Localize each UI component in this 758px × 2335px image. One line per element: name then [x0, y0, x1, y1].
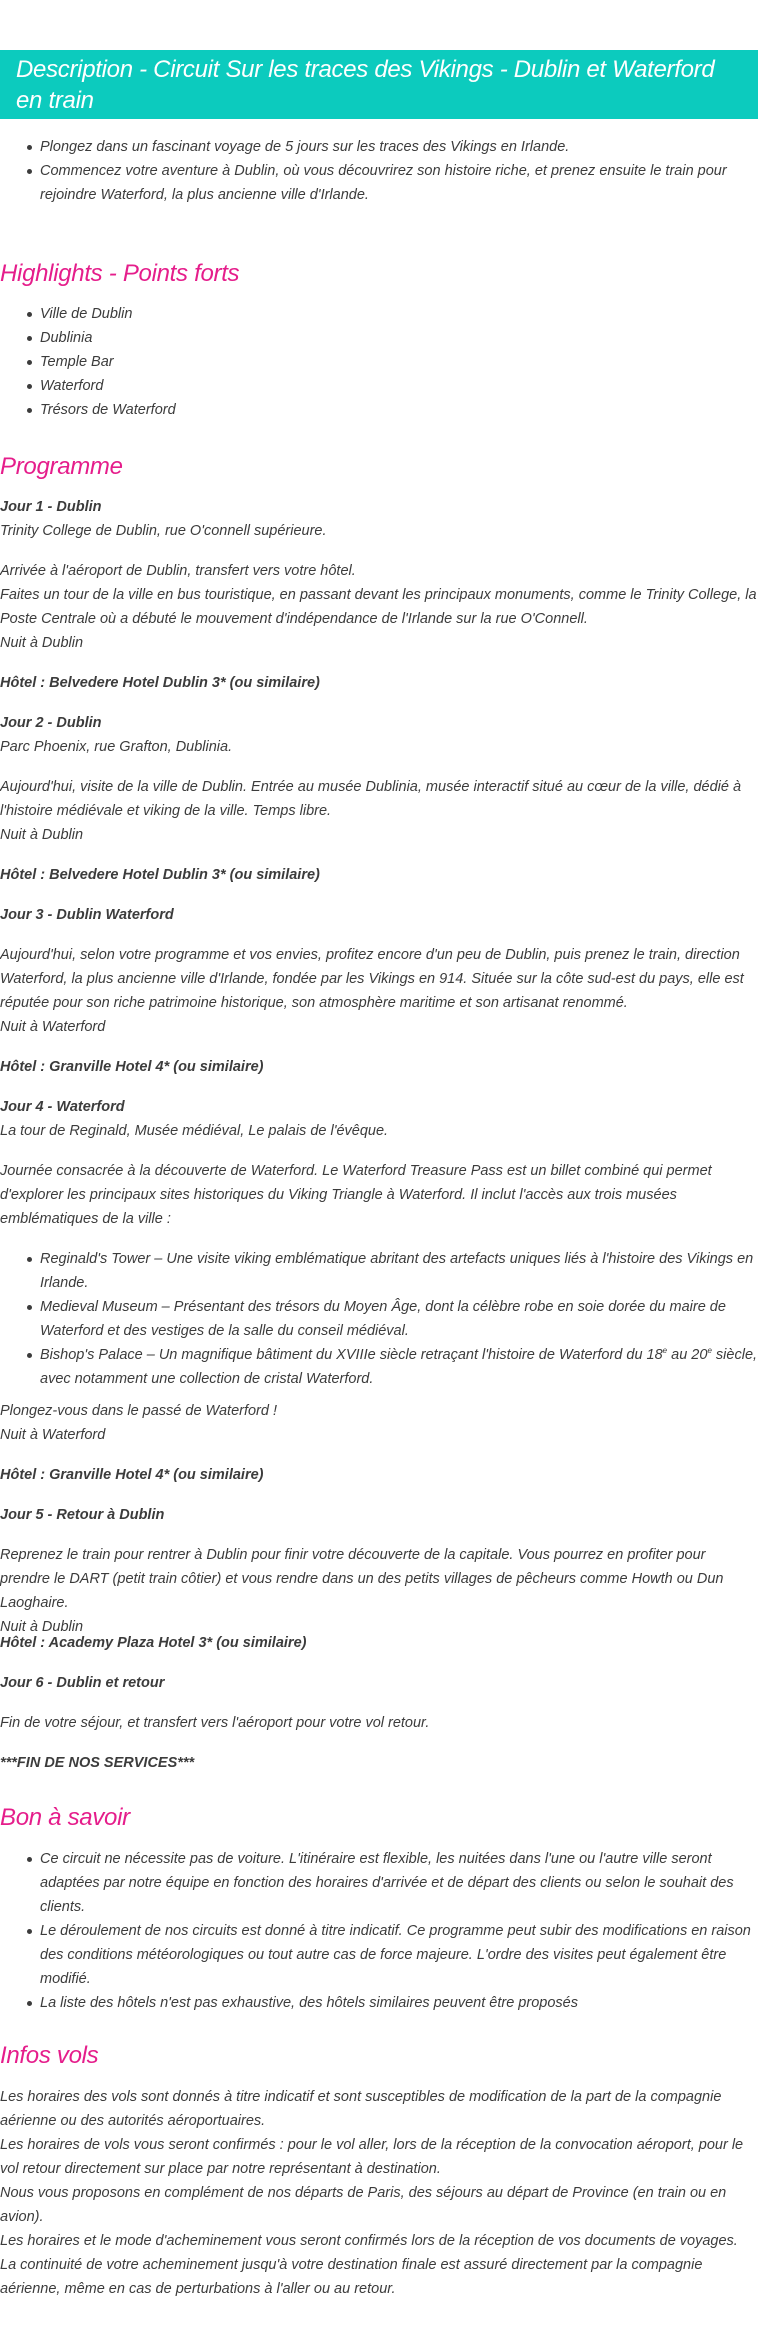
list-item: Plongez dans un fascinant voyage de 5 jours sur les traces des Vikings en Irlande.	[40, 135, 758, 159]
day-5-title: Jour 5 - Retour à Dublin	[0, 1507, 165, 1523]
day-5-hotel: Hôtel : Academy Plaza Hotel 3* (ou similaire)	[0, 1635, 307, 1651]
end-of-services: ***FIN DE NOS SERVICES***	[0, 1755, 195, 1771]
list-item: Medieval Museum – Présentant des trésors du Moyen Âge, dont la célèbre robe en soie dorée du maire de Waterford et des vestiges de la salle du conseil médiéval.	[40, 1295, 758, 1343]
day-2-night: Nuit à Dublin	[0, 827, 84, 843]
day-3-hotel: Hôtel : Granville Hotel 4* (ou similaire)	[0, 1059, 264, 1075]
list-item: Temple Bar	[40, 350, 758, 374]
day-2-paragraph	[0, 775, 758, 847]
infos-vols-line: La continuité de votre acheminement jusqu'à votre destination finale est assuré directement par la compagnie aérienne, même en cas de perturbations à l'aller ou au retour.	[0, 2257, 703, 2297]
list-item: Waterford	[40, 374, 758, 398]
day-2-text-1: Aujourd'hui, visite de la ville de Dublin. Entrée au musée Dublinia, musée interactif situé au cœur de la ville, dédié à l'histoire médiévale et viking de la ville. Temps libre.	[0, 779, 742, 819]
infos-vols-line: Nous vous proposons en complément de nos départs de Paris, des séjours au départ de Province (en train ou en avion).	[0, 2185, 727, 2225]
list-item: Ce circuit ne nécessite pas de voiture. L'itinéraire est flexible, les nuitées dans l'une ou l'autre ville seront adaptées par notre équipe en fonction des horaires d'arrivée et de départ des clients ou selon le souhait des clients.	[40, 1847, 758, 1919]
day-5-text-1: Reprenez le train pour rentrer à Dublin pour finir votre découverte de la capitale. Vous pourrez en profiter pour prendre le DART (petit train côtier) et vous rendre dans un des petits villages de pêcheurs comme Howth ou Dun Laoghaire.	[0, 1547, 724, 1611]
infos-vols-text	[0, 2085, 758, 2301]
superscript: e	[707, 1346, 712, 1356]
day-4-text-2: Plongez-vous dans le passé de Waterford !	[0, 1403, 278, 1419]
programme-heading: Programme	[0, 453, 123, 480]
list-item: La liste des hôtels n'est pas exhaustive, des hôtels similaires peuvent être proposés	[40, 1991, 758, 2015]
infos-vols-heading: Infos vols	[0, 2042, 99, 2069]
day-4-title: Jour 4 - Waterford	[0, 1099, 125, 1115]
day-3-text-1: Aujourd'hui, selon votre programme et vos envies, profitez encore d'un peu de Dublin, puis prenez le train, direction Waterford, la plus ancienne ville d'Irlande, fondée par les Vikings en 914. Située sur la côte sud-est du pays, elle est réputée pour son riche patrimoine historique, son atmosphère maritime et son artisanat renommé.	[0, 947, 744, 1011]
day-6-text-1: Fin de votre séjour, et transfert vers l'aéroport pour votre vol retour.	[0, 1715, 430, 1731]
day-4-paragraph-2	[0, 1399, 758, 1447]
highlights-heading: Highlights - Points forts	[0, 260, 240, 287]
day-2-title: Jour 2 - Dublin	[0, 715, 102, 731]
bullet-text-b: au 20	[667, 1347, 708, 1363]
day-2-hotel: Hôtel : Belvedere Hotel Dublin 3* (ou similaire)	[0, 867, 320, 883]
infos-vols-line: Les horaires de vols vous seront confirmés : pour le vol aller, lors de la réception de la convocation aéroport, pour le vol retour directement sur place par notre représentant à destination.	[0, 2137, 744, 2177]
highlights-list	[0, 302, 758, 422]
day-5-paragraph	[0, 1543, 758, 1639]
bon-a-savoir-heading: Bon à savoir	[0, 1804, 130, 1831]
day-3-night: Nuit à Waterford	[0, 1019, 106, 1035]
bon-a-savoir-list	[0, 1847, 758, 2015]
bullet-text-a: Bishop's Palace – Un magnifique bâtiment du XVIIIe siècle retraçant l'histoire de Waterford du 18	[40, 1347, 663, 1363]
list-item: Le déroulement de nos circuits est donné à titre indicatif. Ce programme peut subir des modifications en raison des conditions météorologiques ou tout autre cas de force majeure. L'ordre des visites peut également être modifié.	[40, 1919, 758, 1991]
day-3-paragraph	[0, 943, 758, 1039]
day-1-paragraph	[0, 559, 758, 655]
day-1-subtitle: Trinity College de Dublin, rue O'connell supérieure.	[0, 523, 327, 539]
description-list	[0, 135, 758, 207]
day-4-museum-list	[0, 1247, 758, 1391]
list-item: Trésors de Waterford	[40, 398, 758, 422]
day-4-subtitle: La tour de Reginald, Musée médiéval, Le palais de l'évêque.	[0, 1123, 389, 1139]
day-3-title: Jour 3 - Dublin Waterford	[0, 907, 174, 923]
day-5-night: Nuit à Dublin	[0, 1619, 84, 1635]
day-4-hotel: Hôtel : Granville Hotel 4* (ou similaire)	[0, 1467, 264, 1483]
day-6-title: Jour 6 - Dublin et retour	[0, 1675, 165, 1691]
list-item: Dublinia	[40, 326, 758, 350]
infos-vols-line: Les horaires des vols sont donnés à titre indicatif et sont susceptibles de modification de la part de la compagnie aérienne ou des autorités aéroportuaires.	[0, 2089, 722, 2129]
day-4-text-1: Journée consacrée à la découverte de Waterford. Le Waterford Treasure Pass est un billet combiné qui permet d'explorer les principaux sites historiques du Viking Triangle à Waterford. Il inclut l'accès aux trois musées emblématiques de la ville :	[0, 1163, 712, 1227]
list-item: Reginald's Tower – Une visite viking emblématique abritant des artefacts uniques liés à l'histoire des Vikings en Irlande.	[40, 1247, 758, 1295]
list-item: Ville de Dublin	[40, 302, 758, 326]
day-1-night: Nuit à Dublin	[0, 635, 84, 651]
list-item: Commencez votre aventure à Dublin, où vous découvrirez son histoire riche, et prenez ensuite le train pour rejoindre Waterford, la plus ancienne ville d'Irlande.	[40, 159, 758, 207]
list-item	[40, 1343, 758, 1391]
infos-vols-line: Les horaires et le mode d'acheminement vous seront confirmés lors de la réception de vos documents de voyages.	[0, 2233, 738, 2249]
description-title: Description - Circuit Sur les traces des Vikings - Dublin et Waterford en train	[0, 50, 758, 119]
day-1-title: Jour 1 - Dublin	[0, 499, 102, 515]
day-1-text-1: Arrivée à l'aéroport de Dublin, transfert vers votre hôtel.	[0, 563, 356, 579]
day-2-subtitle: Parc Phoenix, rue Grafton, Dublinia.	[0, 739, 233, 755]
day-4-night: Nuit à Waterford	[0, 1427, 106, 1443]
bullet-text-c: siècle, avec notamment une collection de cristal Waterford.	[40, 1347, 758, 1387]
day-1-text-2: Faites un tour de la ville en bus touristique, en passant devant les principaux monuments, comme le Trinity College, la Poste Centrale où a débuté le mouvement d'indépendance de l'Irlande sur la rue O'Connell.	[0, 587, 757, 627]
superscript: e	[662, 1346, 668, 1356]
day-1-hotel: Hôtel : Belvedere Hotel Dublin 3* (ou similaire)	[0, 675, 320, 691]
